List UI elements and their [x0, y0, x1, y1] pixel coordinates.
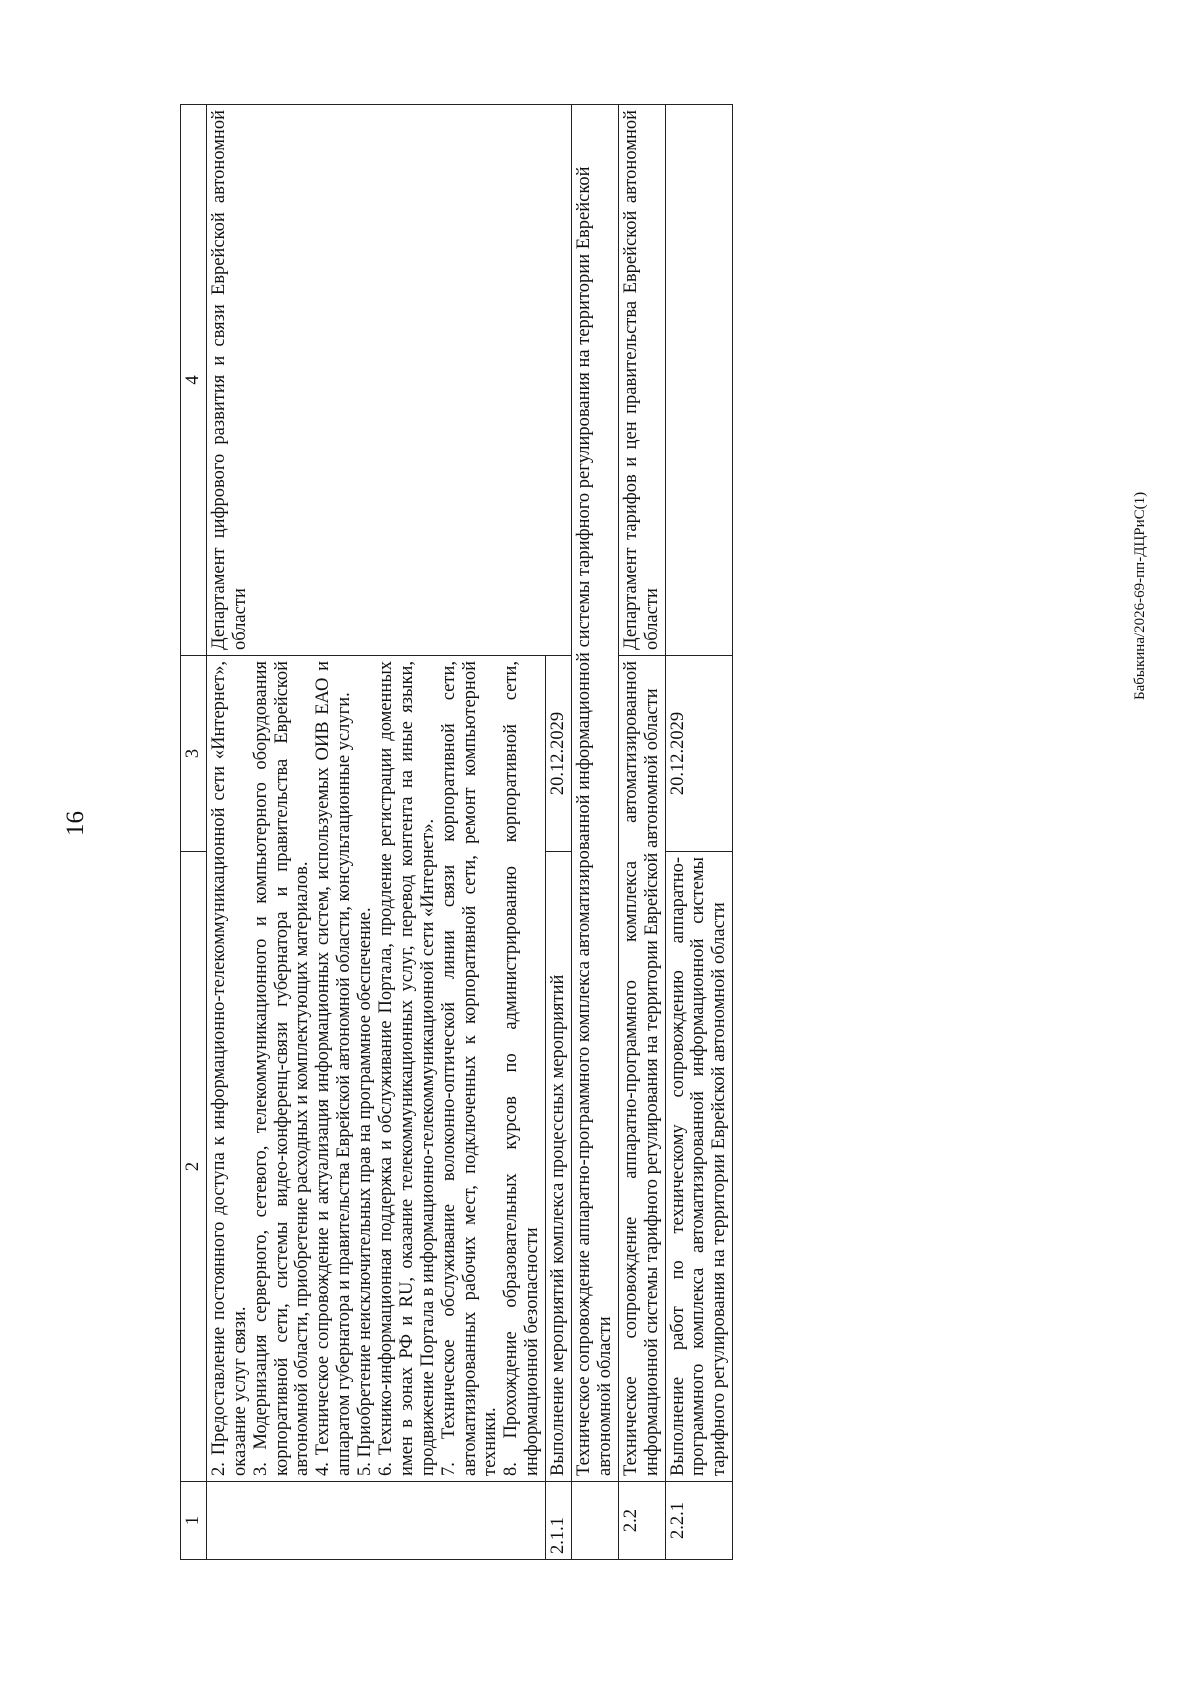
deadline-date: 20.12.2029	[546, 656, 572, 852]
measure-description: Выполнение работ по техническому сопровождению аппаратно-программного комплекса автоматизированной информационной системы тарифного регулирования на территории Еврейской автономной области	[665, 852, 733, 1482]
responsible-department-cell: Департамент тарифов и цен правительства Еврейской автономной области	[618, 105, 665, 656]
page-number: 16	[62, 811, 89, 836]
list-item: 7. Техническое обслуживание волоконно-оптической линии связи корпоративной сети, автоматизированных рабочих мест, подключенных к корпоративной сети, ремонт компьютерной техники.	[438, 661, 501, 1476]
row-number	[572, 1482, 619, 1560]
column-header-3: 3	[181, 656, 207, 852]
column-header-1: 1	[181, 1482, 207, 1560]
measure-description: Выполнение мероприятий комплекса процессных мероприятий	[546, 852, 572, 1482]
measures-list-cell	[206, 656, 545, 1482]
deadline-date: 20.12.2029	[665, 656, 733, 852]
column-header-2: 2	[181, 852, 207, 1482]
rotated-table-container	[180, 105, 1020, 1560]
list-item: 4. Техническое сопровождение и актуализация информационных систем, используемых ОИВ ЕАО и аппаратом губернатора и правительства Еврейской автономной области, консультационные услуги.	[313, 661, 355, 1476]
list-item: 5. Приобретение неисключительных прав на программное обеспечение.	[355, 907, 376, 1476]
list-item: 8. Прохождение образовательных курсов по администрированию корпоративной сети, информационной безопасности	[501, 661, 543, 1476]
measure-description: Техническое сопровождение аппаратно-программного комплекса автоматизированной информационной системы тарифного регулирования на территории Еврейской автономной области	[618, 656, 665, 1482]
table-row	[572, 105, 619, 1560]
list-item: 3. Модернизация серверного, сетевого, телекоммуникационного и компьютерного оборудования корпоративной сети, системы видео-конференц-связи губернатора и правительства Еврейской автономной области, приобретение расходных и комплектующих материалов.	[250, 661, 313, 1476]
row-number: 2.2.1	[665, 1482, 733, 1560]
row-number	[206, 1482, 545, 1560]
table-header-row	[181, 105, 207, 1560]
column-header-4: 4	[181, 105, 207, 656]
list-item: 2. Предоставление постоянного доступа к информационно-телекоммуникационной сети «Интернет», оказание услуг связи.	[208, 661, 250, 1476]
row-number: 2.1.1	[546, 1482, 572, 1560]
responsible-department-cell	[665, 105, 733, 656]
table-row	[665, 105, 733, 1560]
list-item: 6. Технико-информационная поддержка и обслуживание Портала, продление регистрации доменных имен в зонах РФ и RU, оказание телекоммуникационных услуг, перевод контента на иные языки, продвижение Портала в информационно-телекоммуникационной сети «Интернет».	[376, 661, 438, 1476]
document-code: Бабыкина/2026-69-пп-ДЦРиС(1)	[1132, 491, 1148, 700]
table-row	[206, 105, 545, 1560]
section-heading: Техническое сопровождение аппаратно-программного комплекса автоматизированной информационной системы тарифного регулирования на территории Еврейской автономной области	[572, 105, 619, 1482]
measures-table	[180, 104, 733, 1560]
table-row	[618, 105, 665, 1560]
responsible-department-cell: Департамент цифрового развития и связи Еврейской автономной области	[206, 105, 571, 656]
row-number: 2.2	[618, 1482, 665, 1560]
